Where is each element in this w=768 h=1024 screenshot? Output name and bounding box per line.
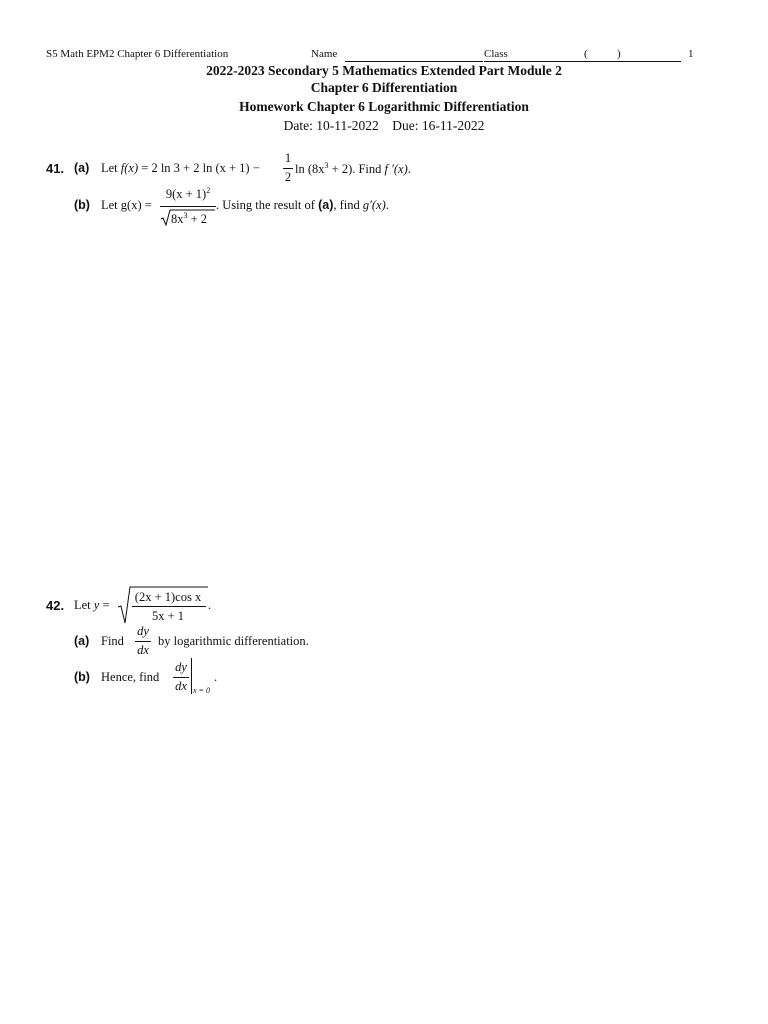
q42a-frac-bar xyxy=(135,641,151,642)
q42b-eval-bar xyxy=(191,658,192,694)
paren-close: ) xyxy=(617,48,621,60)
q41b-denominator xyxy=(171,211,207,227)
q41b-text xyxy=(216,198,389,213)
q42-y: y xyxy=(93,598,100,612)
q42-denominator: 5x + 1 xyxy=(151,609,185,623)
q41b-frac-bar xyxy=(160,206,216,207)
q42-part-a-label: (a) xyxy=(74,634,90,648)
q41-part-a-text xyxy=(101,161,263,176)
q41b-den-b: + 2 xyxy=(187,212,208,226)
title-line-2: Chapter 6 Differentiation xyxy=(310,80,458,95)
name-underline xyxy=(345,61,483,62)
q42a-find: Find xyxy=(101,634,124,648)
q41a-lead: Let xyxy=(101,161,121,175)
q42-frac-bar xyxy=(132,606,206,607)
q41b-den-a: 8x xyxy=(171,212,184,226)
q42b-dx: dx xyxy=(175,679,187,693)
paren-open: ( xyxy=(584,48,588,60)
title-line-3: Homework Chapter 6 Logarithmic Differentiation xyxy=(239,99,529,114)
class-underline xyxy=(484,61,681,62)
q42-part-b-label: (b) xyxy=(74,670,90,684)
question-41-number: 41. xyxy=(46,161,65,176)
class-label: Class xyxy=(484,48,508,60)
question-42-number: 42. xyxy=(46,598,65,613)
header-course: S5 Math EPM2 Chapter 6 Differentiation xyxy=(46,48,229,60)
q41a-frac-den: 2 xyxy=(284,170,292,184)
q41a-end: . xyxy=(407,162,411,176)
q42a-dy: dy xyxy=(137,624,149,638)
q42b-text: Hence, find xyxy=(101,670,160,684)
q42a-dx: dx xyxy=(137,643,149,657)
q41a-fprime: f ′(x) xyxy=(384,162,408,176)
q41b-numerator xyxy=(160,186,216,202)
q41b-text1: . Using the result of xyxy=(216,198,319,212)
q42-lead xyxy=(74,598,110,613)
q41a-expr1: = 2 ln 3 + 2 ln (x + 1) − xyxy=(138,161,263,175)
q41b-lead: Let g(x) = xyxy=(101,198,152,212)
q41b-gprime: g′(x) xyxy=(362,198,386,212)
q42b-dy: dy xyxy=(175,660,187,674)
q41b-num-exp: 2 xyxy=(206,186,211,195)
title-line-1: 2022-2023 Secondary 5 Mathematics Extended Part Module 2 xyxy=(206,63,562,78)
q41b-ref: (a) xyxy=(318,198,334,212)
q41-part-b-label: (b) xyxy=(74,198,90,212)
q41a-frac-num: 1 xyxy=(284,151,292,165)
name-label: Name xyxy=(311,48,338,60)
q41b-end: . xyxy=(385,198,389,212)
q42-end: . xyxy=(208,598,212,612)
q41b-num-text: 9(x + 1) xyxy=(165,187,207,201)
date-line xyxy=(0,118,768,134)
q41a-expr2: ln (8x xyxy=(295,162,325,176)
q42b-frac-bar xyxy=(173,677,189,678)
q41a-fx: f(x) xyxy=(120,161,139,175)
q42-lead-text: Let xyxy=(74,598,94,612)
q41a-exp: 3 xyxy=(324,161,329,170)
date-text: Date: 10-11-2022 Due: 16-11-2022 xyxy=(283,118,485,133)
page-number: 1 xyxy=(688,48,694,60)
q42a-text: by logarithmic differentiation. xyxy=(158,634,309,648)
q42-eq: = xyxy=(99,598,110,612)
q42b-end: . xyxy=(214,670,218,684)
q41a-frac-bar xyxy=(283,168,293,169)
q42-numerator: (2x + 1)cos x xyxy=(134,590,202,604)
q42b-sub: x = 0 xyxy=(193,686,210,695)
q41b-den-exp: 3 xyxy=(183,211,188,220)
q41a-expr3: + 2). Find xyxy=(328,162,385,176)
q41-part-a-text-2 xyxy=(295,161,411,177)
q41b-text2: , find xyxy=(333,198,363,212)
q41-part-a-label: (a) xyxy=(74,161,90,175)
